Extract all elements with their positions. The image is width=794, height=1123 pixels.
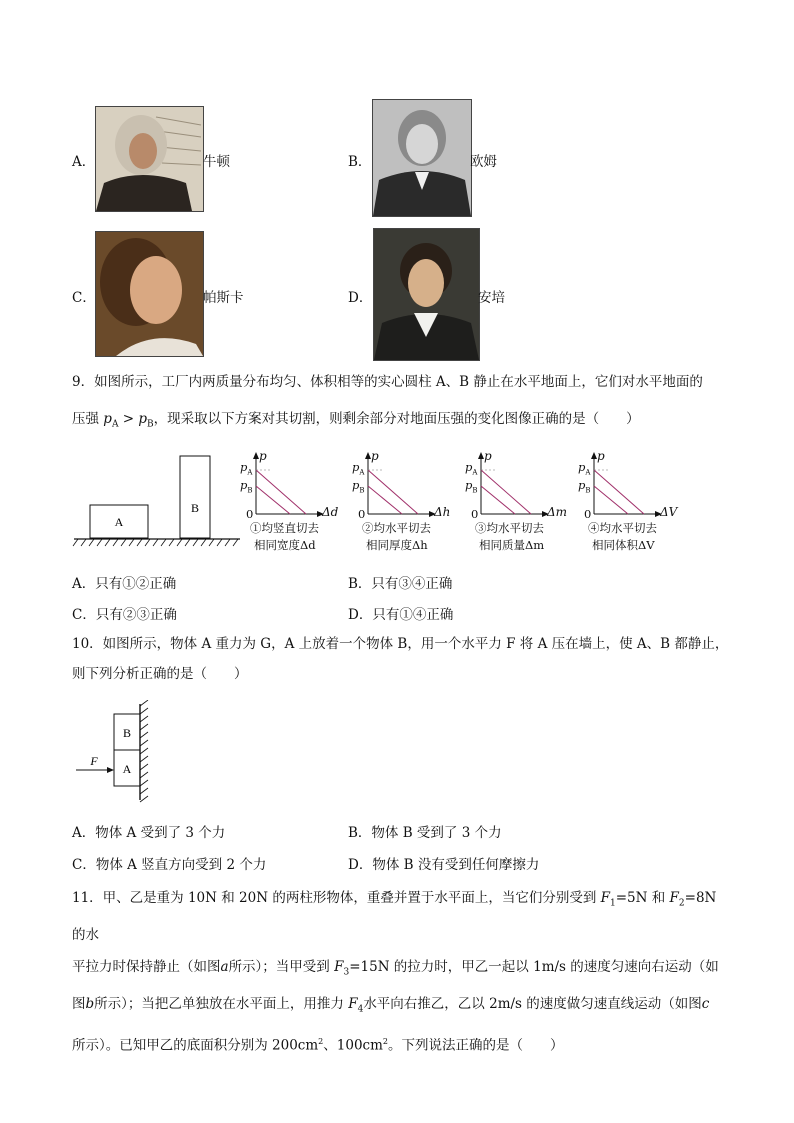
sub-b: B: [147, 419, 154, 430]
graph-caption-1: ③均水平切去: [475, 521, 544, 535]
option-d-name: 安培: [478, 290, 505, 306]
pa-label: $p_A$: [578, 460, 591, 477]
pa-label: $p_A$: [352, 460, 365, 477]
q10-option-a[interactable]: A．物体 A 受到了 3 个力: [72, 825, 226, 841]
line-b: [481, 486, 515, 514]
q9-stem-line2: [72, 409, 732, 435]
y-label: p: [259, 449, 267, 463]
ground-hatch: [73, 539, 238, 546]
x-label: Δm: [547, 505, 568, 519]
graph-caption-1: ②均水平切去: [362, 521, 431, 535]
block-a-label: A: [114, 515, 124, 529]
force-arrowhead: [107, 767, 114, 773]
q10-stem: [72, 634, 732, 684]
pb-label: $p_B$: [578, 478, 591, 495]
q9-stem-line1: 9．如图所示，工厂内两质量分布均匀、体积相等的实心圆柱 A、B 静止在水平地面上，它们对水平地面的: [72, 374, 703, 390]
q11-line1: 11．甲、乙是重为 10N 和 20N 的两柱形物体，重叠并置于水平面上，当它们分别受到 $F_1=5N$ 和 $F_2=8N$ 的水: [72, 890, 717, 944]
graph-2: [352, 450, 462, 560]
y-label: p: [484, 449, 492, 463]
sub-a: A: [111, 419, 119, 430]
q10-stem-line2: 则下列分析正确的是（ ）: [72, 666, 248, 682]
origin-label: 0: [471, 507, 479, 521]
portrait-pascal: [95, 231, 204, 357]
p-symbol: p: [138, 411, 148, 427]
origin-label: 0: [246, 507, 254, 521]
origin-label: 0: [358, 507, 366, 521]
option-c-name: 帕斯卡: [203, 290, 244, 306]
gt: >: [118, 411, 139, 427]
q10-stem-line1: 10．如图所示，物体 A 重力为 G，A 上放着一个物体 B，用一个水平力 F 将 A 压在墙上，使 A、B 都静止，: [72, 636, 729, 652]
pa-label: $p_A$: [240, 460, 253, 477]
portrait-ohm: [372, 99, 472, 217]
p-symbol: p: [103, 411, 112, 427]
x-label: Δd: [322, 505, 339, 519]
block-a-label: A: [122, 762, 132, 776]
wall-hatch: [140, 700, 148, 802]
origin-label: 0: [584, 507, 592, 521]
q9-cylinders-figure: [72, 450, 242, 550]
option-b-letter: B．: [348, 154, 372, 170]
block-b-label: B: [122, 726, 132, 740]
graph-caption-1: ①均竖直切去: [250, 521, 319, 535]
pb-label: $p_B$: [240, 478, 253, 495]
option-a-name: 牛顿: [203, 154, 230, 170]
portrait-ampere: [373, 228, 480, 361]
q9-text-2: ，现采取以下方案对其切割，则剩余部分对地面压强的变化图像正确的是（ ）: [153, 411, 640, 427]
q10-figure: [72, 700, 162, 805]
q9-option-d[interactable]: D．只有①④正确: [348, 607, 454, 623]
q11-stem: [72, 883, 732, 1062]
force-label: F: [90, 754, 98, 768]
line-b: [594, 486, 628, 514]
q9-option-a[interactable]: A．只有①②正确: [72, 576, 177, 592]
graph-4: [578, 450, 688, 560]
q9-stem: [72, 372, 732, 435]
q10-option-c[interactable]: C．物体 A 竖直方向受到 2 个力: [72, 857, 267, 873]
q11-line3: 图b所示）；当把乙单独放在水平面上，用推力 $F_4$水平向右推乙，乙以 2m/s 的速度做匀速直线运动（如图c: [72, 995, 710, 1015]
x-label: Δh: [434, 505, 451, 519]
pa-label: $p_A$: [465, 460, 478, 477]
option-d-letter: D．: [348, 290, 373, 306]
graph-1: [240, 450, 350, 560]
y-label: p: [371, 449, 379, 463]
graph-caption-2: 相同宽度Δd: [254, 538, 316, 552]
y-label: p: [597, 449, 605, 463]
graph-caption-2: 相同质量Δm: [479, 538, 545, 552]
q11-line2: 平拉力时保持静止（如图a所示）；当甲受到 $F_3=15N$ 的拉力时，甲乙一起以 1m/s 的速度匀速向右运动（如: [72, 958, 719, 978]
graph-caption-2: 相同厚度Δh: [366, 538, 428, 552]
pb-label: $p_B$: [465, 478, 478, 495]
q10-option-d[interactable]: D．物体 B 没有受到任何摩擦力: [348, 857, 540, 873]
line-b: [368, 486, 402, 514]
block-b: [180, 456, 210, 538]
graph-3: [465, 450, 575, 560]
q11-line4: 所示）。已知甲乙的底面积分别为 $200cm^2$、$100cm^2$。下列说法正确的是（ ）: [72, 1037, 564, 1054]
x-label: ΔV: [660, 505, 678, 519]
q9-option-b[interactable]: B．只有③④正确: [348, 576, 453, 592]
q9-text: 压强: [72, 411, 104, 427]
line-b: [256, 486, 290, 514]
option-c-letter: C．: [72, 290, 96, 306]
option-a-letter: A．: [72, 154, 96, 170]
graph-caption-1: ④均水平切去: [588, 521, 657, 535]
portrait-newton: [95, 106, 204, 212]
q9-option-c[interactable]: C．只有②③正确: [72, 607, 177, 623]
q10-option-b[interactable]: B．物体 B 受到了 3 个力: [348, 825, 502, 841]
graph-caption-2: 相同体积ΔV: [592, 538, 655, 552]
option-b-name: 欧姆: [470, 154, 497, 170]
pb-label: $p_B$: [352, 478, 365, 495]
block-b-label: B: [190, 501, 200, 515]
